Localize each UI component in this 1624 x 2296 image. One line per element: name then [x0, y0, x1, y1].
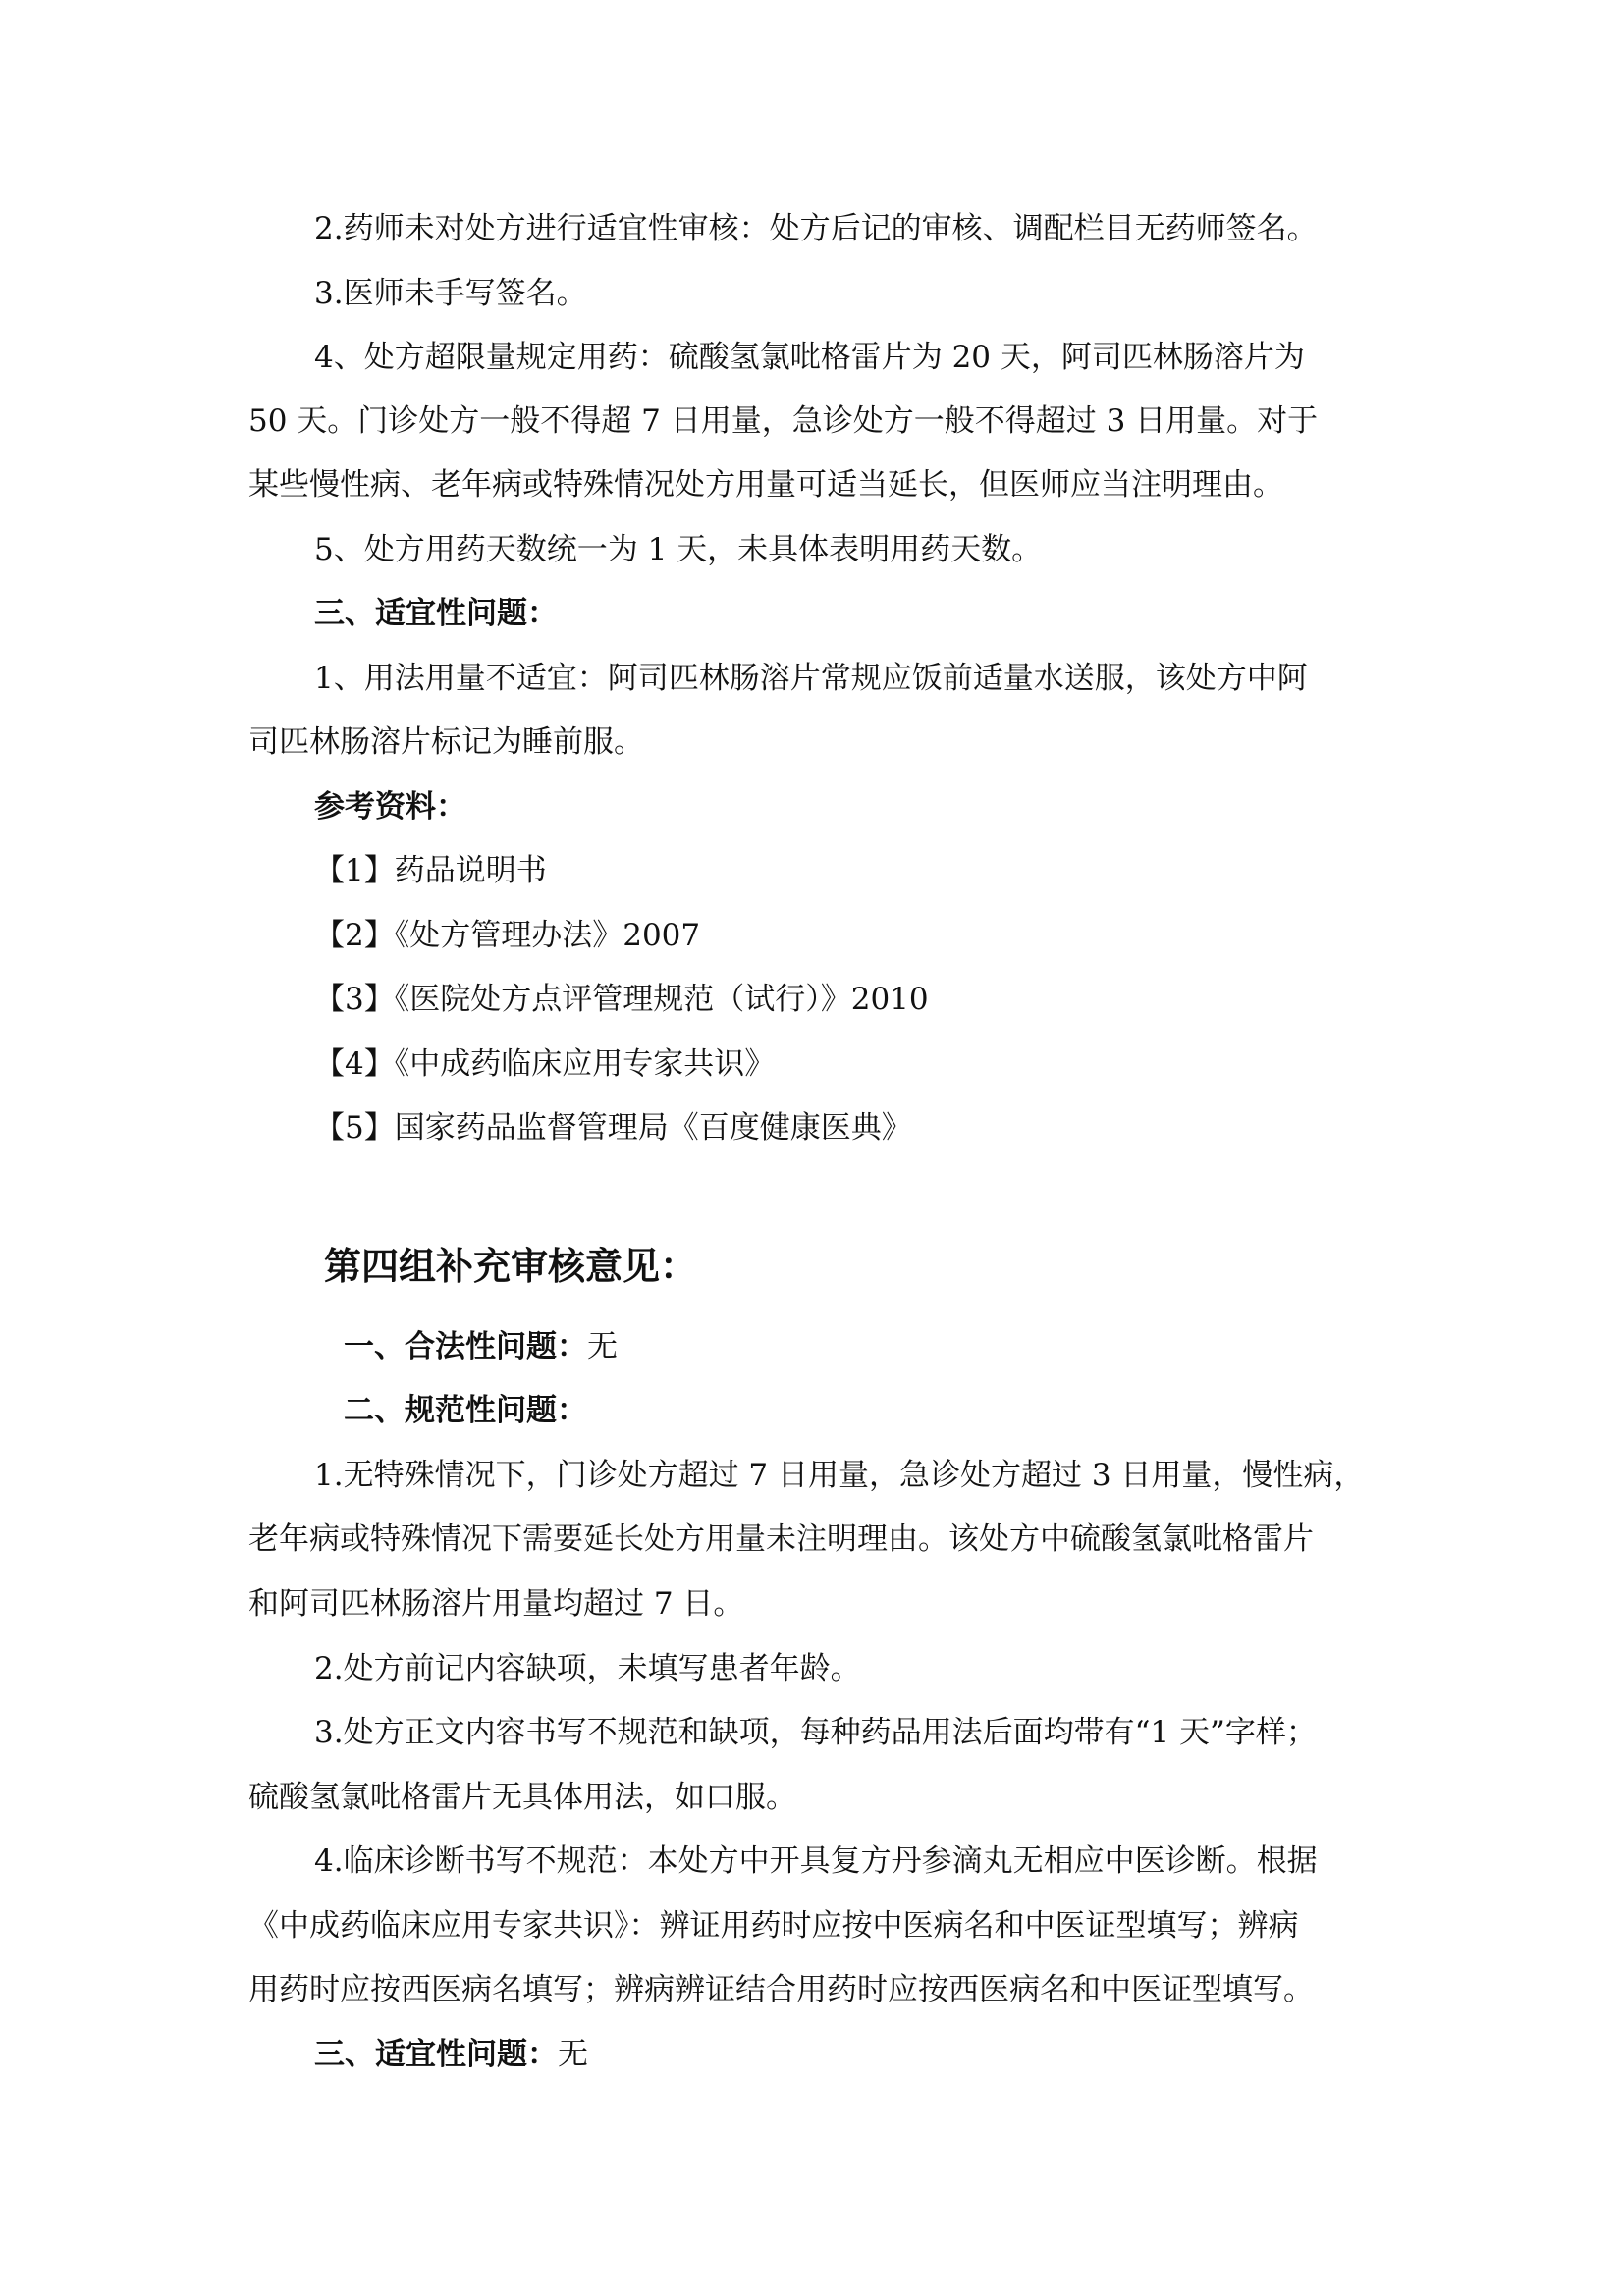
paragraph-pharmacist-review: 2.药师未对处方进行适宜性审核：处方后记的审核、调配栏目无药师签名。	[314, 211, 1318, 246]
paragraph-days-unified: 5、处方用药天数统一为 1 天，未具体表明用药天数。	[314, 532, 1043, 567]
suitability-issue-value: 无	[558, 2037, 588, 2072]
reference-item: 【1】药品说明书	[314, 853, 547, 888]
reference-item: 【2】《处方管理办法》2007	[314, 918, 701, 953]
paragraph-dosage-line1: 1、用法用量不适宜：阿司匹林肠溶片常规应饭前适量水送服，该处方中阿	[314, 661, 1308, 696]
legal-issue-row	[344, 1327, 618, 1366]
paragraph-overlimit-line1: 4、处方超限量规定用药：硫酸氢氯吡格雷片为 20 天，阿司匹林肠溶片为	[314, 340, 1305, 375]
normative-item4-line1: 4.临床诊断书写不规范：本处方中开具复方丹参滴丸无相应中医诊断。根据	[314, 1843, 1318, 1879]
suitability-issue-row	[314, 2035, 588, 2074]
normative-item2: 2.处方前记内容缺项，未填写患者年龄。	[314, 1651, 861, 1686]
reference-item: 【3】《医院处方点评管理规范（试行）》2010	[314, 982, 929, 1017]
reference-item: 【4】《中成药临床应用专家共识》	[314, 1046, 776, 1082]
suitability-issue-label: 三、适宜性问题：	[314, 2037, 558, 2072]
section-title-group4: 第四组补充审核意见：	[324, 1245, 698, 1288]
normative-item1-line1: 1.无特殊情况下，门诊处方超过 7 日用量，急诊处方超过 3 日用量，慢性病，	[314, 1458, 1365, 1493]
legal-issue-value: 无	[587, 1329, 618, 1364]
normative-item1-line3: 和阿司匹林肠溶片用量均超过 7 日。	[248, 1586, 744, 1622]
reference-item: 【5】国家药品监督管理局《百度健康医典》	[314, 1110, 912, 1146]
normative-item4-line2: 《中成药临床应用专家共识》：辨证用药时应按中医病名和中医证型填写；辨病	[248, 1908, 1299, 1944]
paragraph-dosage-line2: 司匹林肠溶片标记为睡前服。	[248, 724, 644, 760]
normative-item3-line1: 3.处方正文内容书写不规范和缺项，每种药品用法后面均带有“1 天”字样；	[314, 1715, 1317, 1750]
paragraph-overlimit-line2: 50 天。门诊处方一般不得超 7 日用量，急诊处方一般不得超过 3 日用量。对于	[248, 403, 1319, 439]
normative-item3-line2: 硫酸氢氯吡格雷片无具体用法，如口服。	[248, 1780, 796, 1815]
normative-item4-line3: 用药时应按西医病名填写；辨病辨证结合用药时应按西医病名和中医证型填写。	[248, 1972, 1314, 2007]
heading-suitability: 三、适宜性问题：	[314, 596, 558, 631]
paragraph-doctor-signature: 3.医师未手写签名。	[314, 276, 587, 311]
heading-references: 参考资料：	[314, 789, 466, 825]
normative-item1-line2: 老年病或特殊情况下需要延长处方用量未注明理由。该处方中硫酸氢氯吡格雷片	[248, 1522, 1314, 1557]
paragraph-overlimit-line3: 某些慢性病、老年病或特殊情况处方用量可适当延长，但医师应当注明理由。	[248, 467, 1283, 503]
legal-issue-label: 一、合法性问题：	[344, 1329, 587, 1364]
heading-normative: 二、规范性问题：	[344, 1393, 587, 1428]
